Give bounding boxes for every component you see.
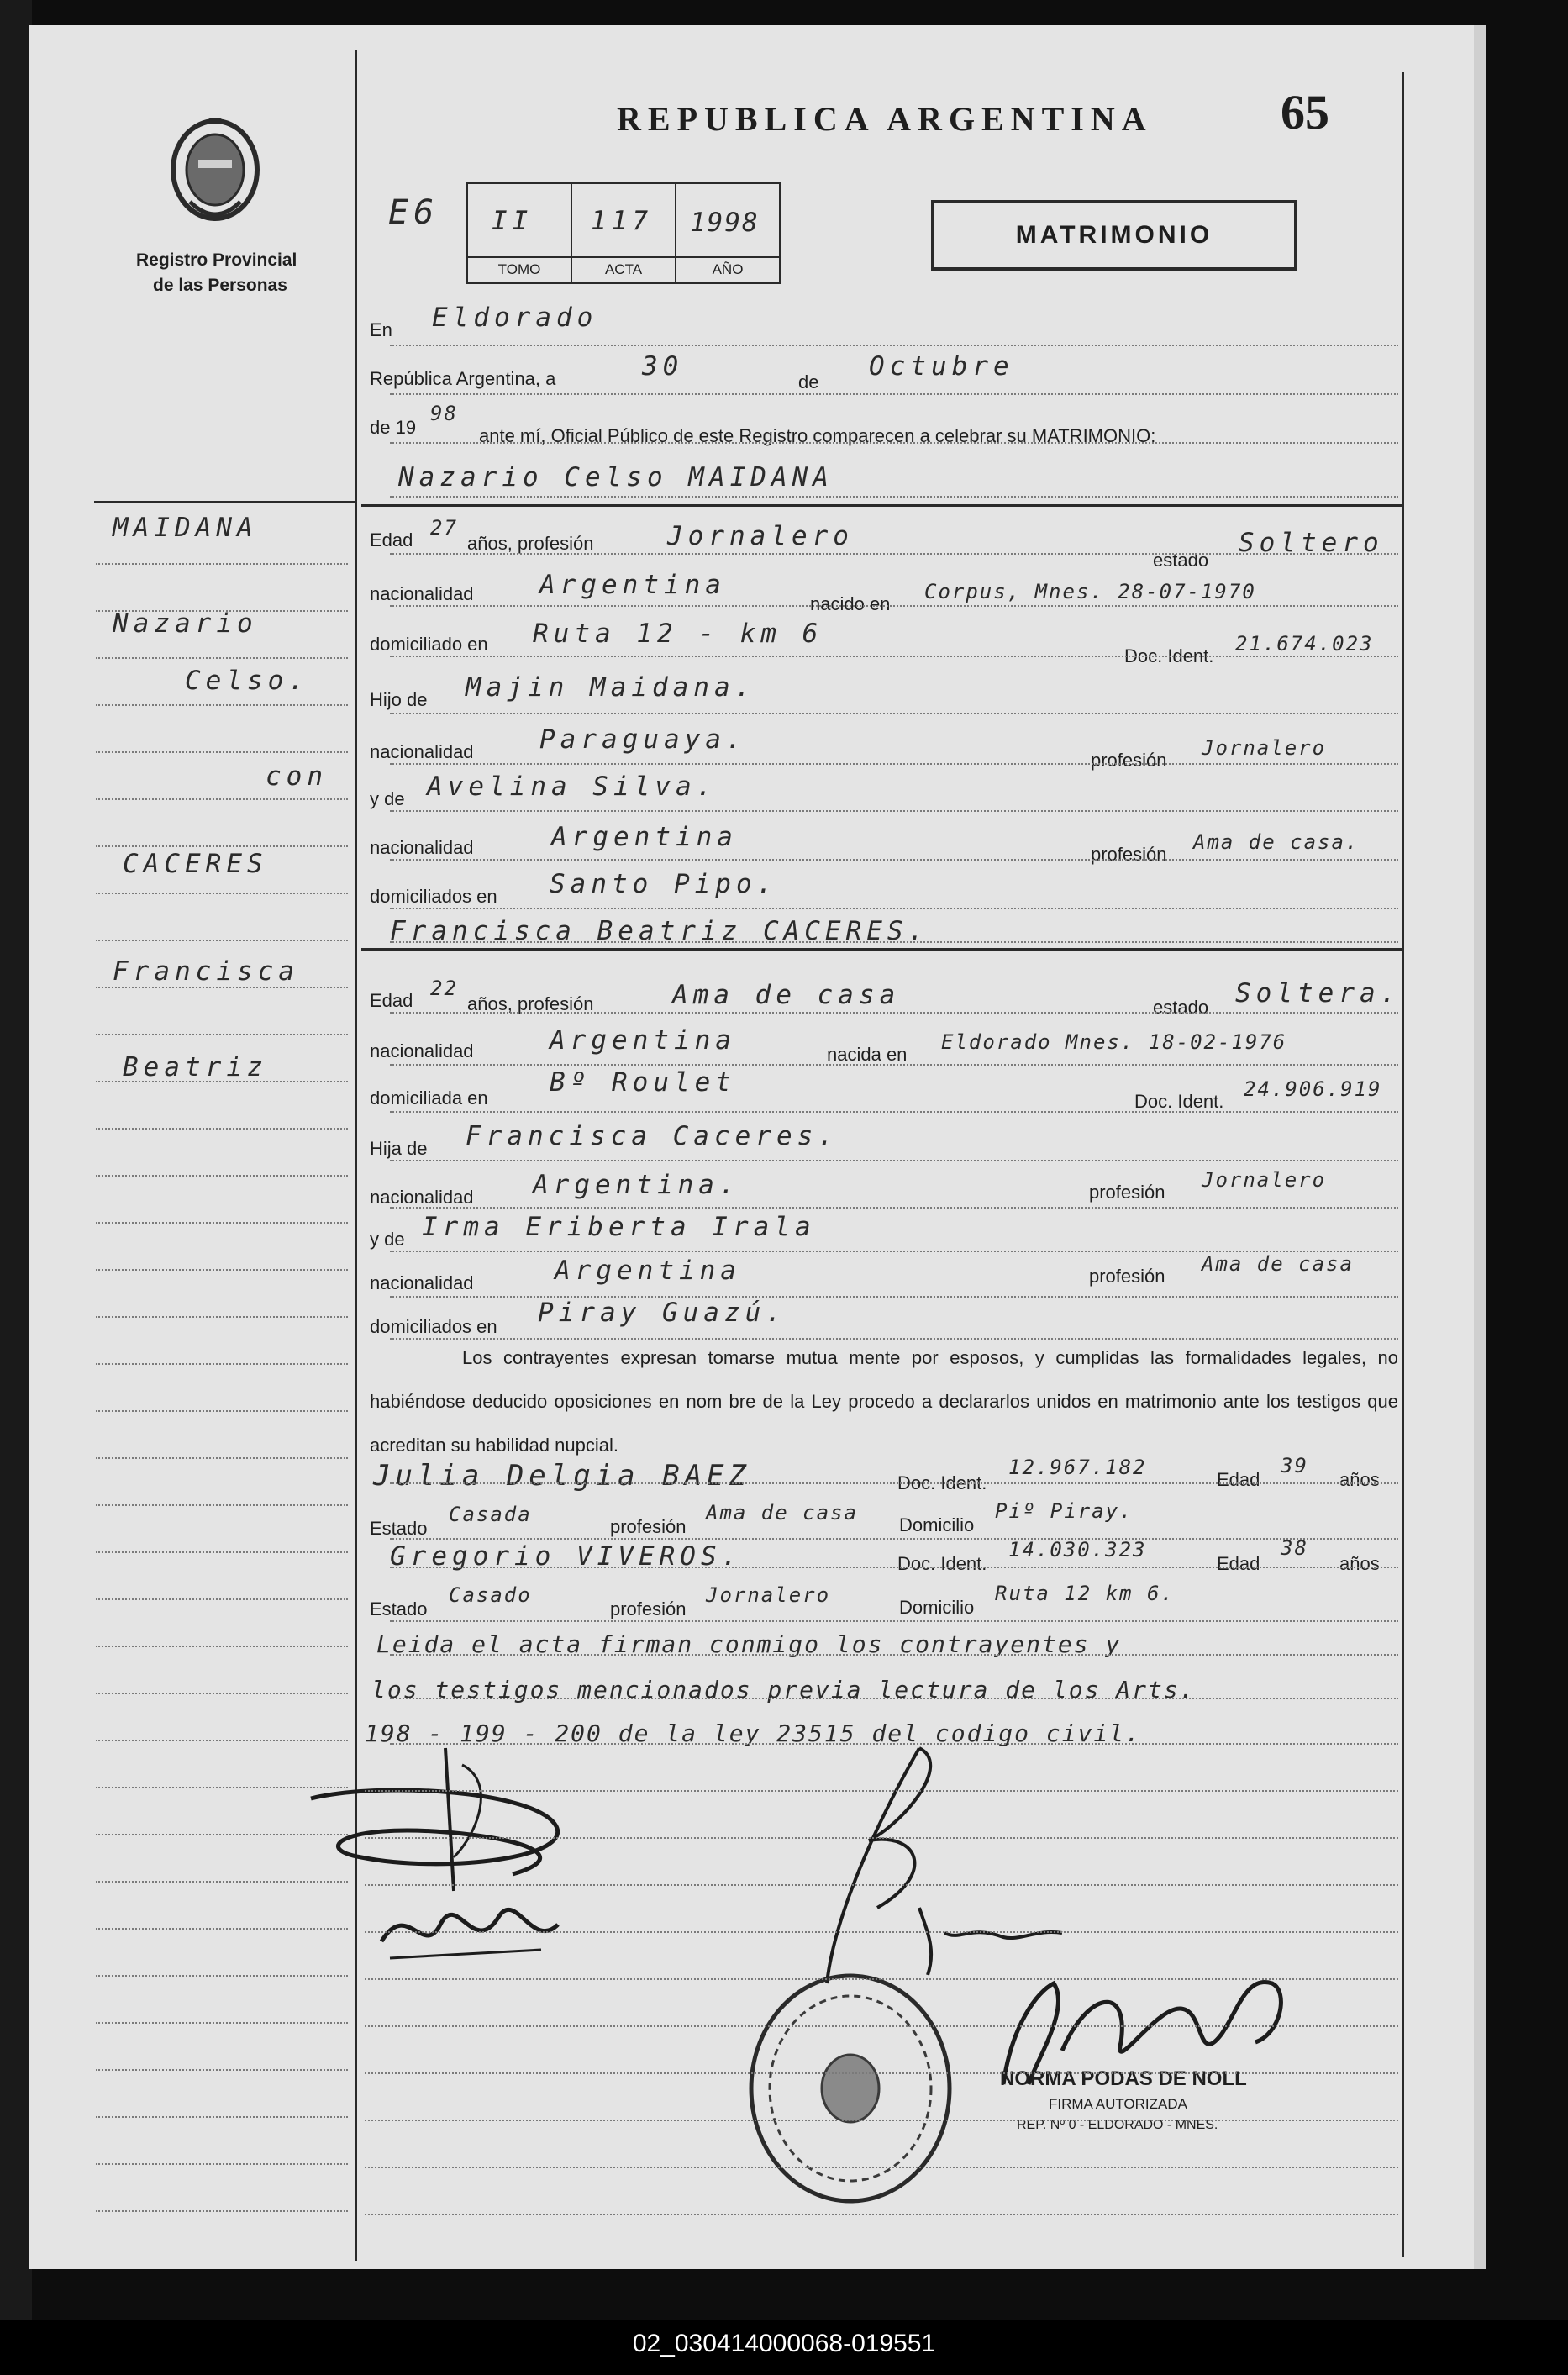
bride-anos-profesion-label: años, profesión: [467, 993, 594, 1014]
groom-father-prof: Jornalero: [1202, 736, 1327, 760]
closing-line-3: 198 - 199 - 200 de la ley 23515 del codigo civil.: [365, 1719, 1142, 1747]
witness2-estado-label: Estado: [370, 1598, 428, 1619]
witness2-domicilio-label: Domicilio: [899, 1597, 975, 1618]
body-rule: [365, 1931, 1398, 1934]
bride-nacionalidad-label: nacionalidad: [370, 1040, 474, 1061]
statement-text: ante mí, Oficial Público de este Registro comparecen a celebrar su MATRIMONIO:: [479, 425, 1156, 446]
witness1-estado: Casada: [449, 1503, 532, 1526]
margin-rule: [96, 1128, 348, 1130]
groom-parents-dom: Santo Pipo.: [550, 869, 778, 899]
officer-dept: REP. Nº 0 - ELDORADO - MNES.: [1017, 2118, 1218, 2132]
body-rule: [390, 1567, 1398, 1569]
bride-parent2-nac: Argentina: [555, 1256, 741, 1286]
groom-father: Majin Maidana.: [466, 672, 756, 703]
closing-line-2: los testigos mencionados previa lectura de los Arts.: [371, 1676, 1196, 1704]
body-rule: [390, 908, 1398, 910]
acta-cell: [572, 184, 676, 282]
bride-edad: 22: [430, 977, 458, 1000]
groom-mother: Avelina Silva.: [427, 771, 718, 802]
witness2-doc: 14.030.323: [1008, 1538, 1147, 1561]
margin-surname-bride: CACERES: [123, 849, 268, 879]
margin-rule: [96, 1269, 348, 1272]
groom-yde-label: y de: [370, 788, 405, 809]
body-rule: [390, 1698, 1398, 1700]
ano-value: 1998: [690, 208, 760, 238]
witness2-name: Gregorio VIVEROS.: [390, 1541, 743, 1572]
groom-nacionalidad: Argentina: [539, 570, 726, 600]
groom-nacido-label: nacido en: [810, 593, 891, 614]
margin-surname-groom: MAIDANA: [113, 513, 258, 543]
witness2-edad: 38: [1281, 1536, 1308, 1560]
officer-name: NORMA PODAS DE NOLL: [1000, 2067, 1247, 2090]
witness1-domicilio: Piº Piray.: [995, 1499, 1134, 1523]
witness2-estado: Casado: [449, 1583, 532, 1607]
groom-father-nac-label: nacionalidad: [370, 741, 474, 762]
bride-parents-dom: Piray Guazú.: [538, 1298, 787, 1328]
body-rule: [390, 941, 1398, 944]
body-rule: [390, 1620, 1398, 1623]
witness2-profesion-label: profesión: [610, 1598, 687, 1619]
margin-rule: [96, 1787, 348, 1789]
signature-bride: [373, 1883, 575, 1975]
body-rule: [365, 2214, 1398, 2216]
groom-doc: 21.674.023: [1235, 632, 1374, 656]
body-rule: [390, 1482, 1398, 1485]
groom-anos-profesion-label: años, profesión: [467, 533, 594, 554]
de-label: de: [798, 371, 819, 392]
margin-rule: [96, 563, 348, 566]
witness2-anos-label: años: [1339, 1553, 1380, 1574]
margin-header-rule: [94, 501, 355, 503]
groom-nacido: Corpus, Mnes. 28-07-1970: [924, 580, 1256, 603]
witness1-anos-label: años: [1339, 1469, 1380, 1490]
margin-name-bride: Francisca: [113, 956, 299, 987]
declaration-text: Los contrayentes expresan tomarse mutua mente por esposos, y cumplidas las formalidades legales, no habiéndose deducido oposiciones en nom bre de la Ley procedo a declararlos unidos en matrimonio ante los testigos que acreditan su habilidad nupcial.: [370, 1347, 1398, 1456]
body-rule: [390, 1160, 1398, 1162]
witness2-edad-label: Edad: [1217, 1553, 1260, 1574]
margin-note: E6: [388, 193, 439, 232]
bride-domicilio-label: domiciliada en: [370, 1087, 488, 1109]
body-rule: [390, 763, 1398, 766]
bride-edad-label: Edad: [370, 990, 413, 1011]
margin-rule: [96, 1551, 348, 1554]
witness2-domicilio: Ruta 12 km 6.: [995, 1582, 1175, 1605]
margin-rule: [96, 1881, 348, 1883]
groom-domicilio: Ruta 12 - km 6: [533, 619, 823, 649]
margin-rule: [96, 2116, 348, 2119]
body-rule: [390, 605, 1398, 608]
margin-rule: [96, 1034, 348, 1036]
groom-father-nac: Paraguaya.: [539, 724, 747, 755]
margin-rule: [96, 1222, 348, 1224]
groom-parents-dom-label: domiciliados en: [370, 886, 497, 907]
acta-value: 117: [591, 206, 653, 236]
groom-father-prof-label: profesión: [1091, 750, 1167, 771]
margin-rule: [96, 1740, 348, 1742]
groom-mother-prof: Ama de casa.: [1193, 830, 1360, 854]
bride-parent2-nac-label: nacionalidad: [370, 1272, 474, 1293]
body-rule: [390, 1207, 1398, 1209]
bride-parent1: Francisca Caceres.: [466, 1121, 839, 1151]
body-rule: [390, 442, 1398, 445]
ano-cell: [676, 184, 779, 282]
en-label: En: [370, 319, 392, 340]
margin-rule: [96, 2022, 348, 2025]
margin-rule: [96, 1175, 348, 1177]
body-rule: [390, 1064, 1398, 1066]
right-border: [1402, 72, 1404, 2257]
body-rule: [390, 393, 1398, 396]
margin-rule: [96, 940, 348, 942]
acta-label: ACTA: [572, 256, 675, 282]
margin-rule: [96, 1975, 348, 1977]
bride-nacida: Eldorado Mnes. 18-02-1976: [941, 1030, 1287, 1054]
bride-parent1-prof-label: profesión: [1089, 1182, 1165, 1203]
signature-witness: [802, 1740, 1087, 1992]
bride-parents-dom-label: domiciliados en: [370, 1316, 497, 1337]
bride-parent2: Irma Eriberta Irala: [422, 1212, 816, 1242]
tomo-cell: [468, 184, 572, 282]
margin-rule: [96, 987, 348, 989]
bride-parent2-prof: Ama de casa: [1202, 1252, 1354, 1276]
groom-profesion: Jornalero: [667, 521, 854, 551]
margin-rule: [96, 845, 348, 848]
body-rule: [390, 496, 1398, 498]
coat-of-arms-icon: [165, 118, 266, 227]
groom-mother-nac: Argentina: [551, 822, 738, 852]
officer-title: FIRMA AUTORIZADA: [1049, 2096, 1187, 2112]
witness2-doc-label: Doc. Ident.: [897, 1553, 987, 1574]
body-rule: [390, 859, 1398, 861]
bride-parent1-prof: Jornalero: [1202, 1168, 1327, 1192]
bride-hija-label: Hija de: [370, 1138, 428, 1159]
body-rule: [390, 1654, 1398, 1656]
signature-groom: [277, 1731, 630, 1899]
scan-background: [0, 0, 32, 2345]
bride-profesion: Ama de casa: [672, 980, 901, 1010]
witness1-doc-label: Doc. Ident.: [897, 1472, 987, 1493]
bride-domicilio: Bº Roulet: [550, 1067, 736, 1098]
official-stamp-icon: [741, 1967, 960, 2210]
body-rule: [365, 1884, 1398, 1887]
act-type-box: [931, 200, 1297, 271]
witness1-profesion-label: profesión: [610, 1516, 687, 1537]
bride-parent1-nac-label: nacionalidad: [370, 1187, 474, 1208]
body-rule: [390, 713, 1398, 715]
tomo-label: TOMO: [468, 256, 571, 282]
month-value: Octubre: [869, 351, 1014, 382]
year-suffix-value: 98: [430, 402, 458, 425]
body-rule: [365, 2072, 1398, 2075]
margin-rule: [96, 610, 348, 613]
year-prefix-label: de 19: [370, 417, 417, 438]
act-type-label: MATRIMONIO: [1015, 221, 1213, 249]
body-rule: [390, 1538, 1398, 1540]
margin-rule: [96, 657, 348, 660]
witness1-estado-label: Estado: [370, 1518, 428, 1539]
groom-domicilio-label: domiciliado en: [370, 634, 488, 655]
margin-divider: [355, 50, 357, 2261]
bride-estado-label: estado: [1153, 997, 1209, 1018]
body-rule: [390, 1338, 1398, 1340]
closing-line-1: Leida el acta firman conmigo los contrayentes y: [376, 1630, 1122, 1658]
ano-label: AÑO: [676, 256, 779, 282]
margin-rule: [96, 1363, 348, 1366]
margin-rule: [96, 2210, 348, 2213]
bride-doc-label: Doc. Ident.: [1134, 1091, 1224, 1112]
groom-edad-label: Edad: [370, 529, 413, 550]
witness2-profesion: Jornalero: [706, 1583, 831, 1607]
bride-yde-label: y de: [370, 1229, 405, 1250]
body-rule: [390, 1743, 1398, 1746]
body-rule: [365, 1790, 1398, 1793]
groom-doc-label: Doc. Ident.: [1124, 645, 1214, 666]
register-page: [29, 25, 1486, 2269]
body-rule: [390, 345, 1398, 347]
body-rule: [365, 2025, 1398, 2028]
republica-label: República Argentina, a: [370, 368, 556, 389]
body-rule: [390, 656, 1398, 658]
groom-estado-label: estado: [1153, 550, 1209, 571]
witness1-name: Julia Delgia BAEZ: [373, 1459, 751, 1493]
bride-doc: 24.906.919: [1244, 1077, 1382, 1101]
margin-rule: [96, 1410, 348, 1413]
tomo-value: II: [492, 206, 534, 236]
scan-reference: 02_030414000068-019551: [632, 2330, 936, 2357]
body-rule: [365, 2167, 1398, 2169]
body-rule: [390, 810, 1398, 813]
margin-rule: [96, 1834, 348, 1836]
body-rule: [365, 1837, 1398, 1840]
body-rule: [365, 2120, 1398, 2122]
margin-connector: con: [266, 761, 328, 792]
margin-rule: [96, 1646, 348, 1648]
record-id-box: [466, 182, 781, 284]
day-value: 30: [642, 351, 684, 382]
bride-section-rule: [361, 948, 1402, 951]
margin-name-bride-2: Beatriz: [123, 1052, 268, 1082]
margin-rule: [96, 2163, 348, 2166]
margin-rule: [96, 798, 348, 801]
witness1-edad: 39: [1281, 1454, 1308, 1477]
margin-rule: [96, 1081, 348, 1083]
bride-nacida-label: nacida en: [827, 1044, 908, 1065]
bride-estado: Soltera.: [1235, 978, 1402, 1008]
groom-nacionalidad-label: nacionalidad: [370, 583, 474, 604]
groom-section-rule: [361, 504, 1402, 507]
bride-full-name: Francisca Beatriz CACERES.: [390, 916, 929, 946]
body-rule: [390, 553, 1398, 556]
margin-rule: [96, 704, 348, 707]
registry-name-line2: de las Personas: [153, 276, 287, 295]
margin-rule: [96, 751, 348, 754]
margin-rule: [96, 2069, 348, 2072]
body-rule: [390, 1296, 1398, 1298]
groom-full-name: Nazario Celso MAIDANA: [398, 462, 834, 492]
body-rule: [390, 1012, 1398, 1014]
body-rule: [390, 1111, 1398, 1114]
groom-mother-prof-label: profesión: [1091, 844, 1167, 865]
groom-hijo-label: Hijo de: [370, 689, 428, 710]
witness1-edad-label: Edad: [1217, 1469, 1260, 1490]
bride-parent2-prof-label: profesión: [1089, 1266, 1165, 1287]
bride-parent1-nac: Argentina.: [533, 1170, 740, 1200]
groom-mother-nac-label: nacionalidad: [370, 837, 474, 858]
margin-rule: [96, 1928, 348, 1930]
margin-rule: [96, 1598, 348, 1601]
folio-number: 65: [1281, 85, 1329, 140]
margin-name-groom: Nazario: [113, 608, 258, 639]
margin-rule: [96, 1504, 348, 1507]
bride-nacionalidad: Argentina: [550, 1025, 736, 1056]
groom-estado: Soltero: [1239, 528, 1384, 558]
body-rule: [365, 1978, 1398, 1981]
body-rule: [390, 1251, 1398, 1253]
margin-rule: [96, 1316, 348, 1319]
groom-edad: 27: [430, 516, 458, 540]
margin-name-groom-2: Celso.: [185, 666, 309, 696]
witness1-domicilio-label: Domicilio: [899, 1514, 975, 1535]
page-title: REPUBLICA ARGENTINA: [617, 100, 1153, 138]
witness1-doc: 12.967.182: [1008, 1456, 1147, 1479]
margin-rule: [96, 1457, 348, 1460]
witness1-profesion: Ama de casa: [706, 1501, 858, 1525]
registry-name-line1: Registro Provincial: [136, 250, 297, 270]
margin-rule: [96, 893, 348, 895]
place-value: Eldorado: [432, 303, 598, 333]
margin-rule: [96, 1693, 348, 1695]
